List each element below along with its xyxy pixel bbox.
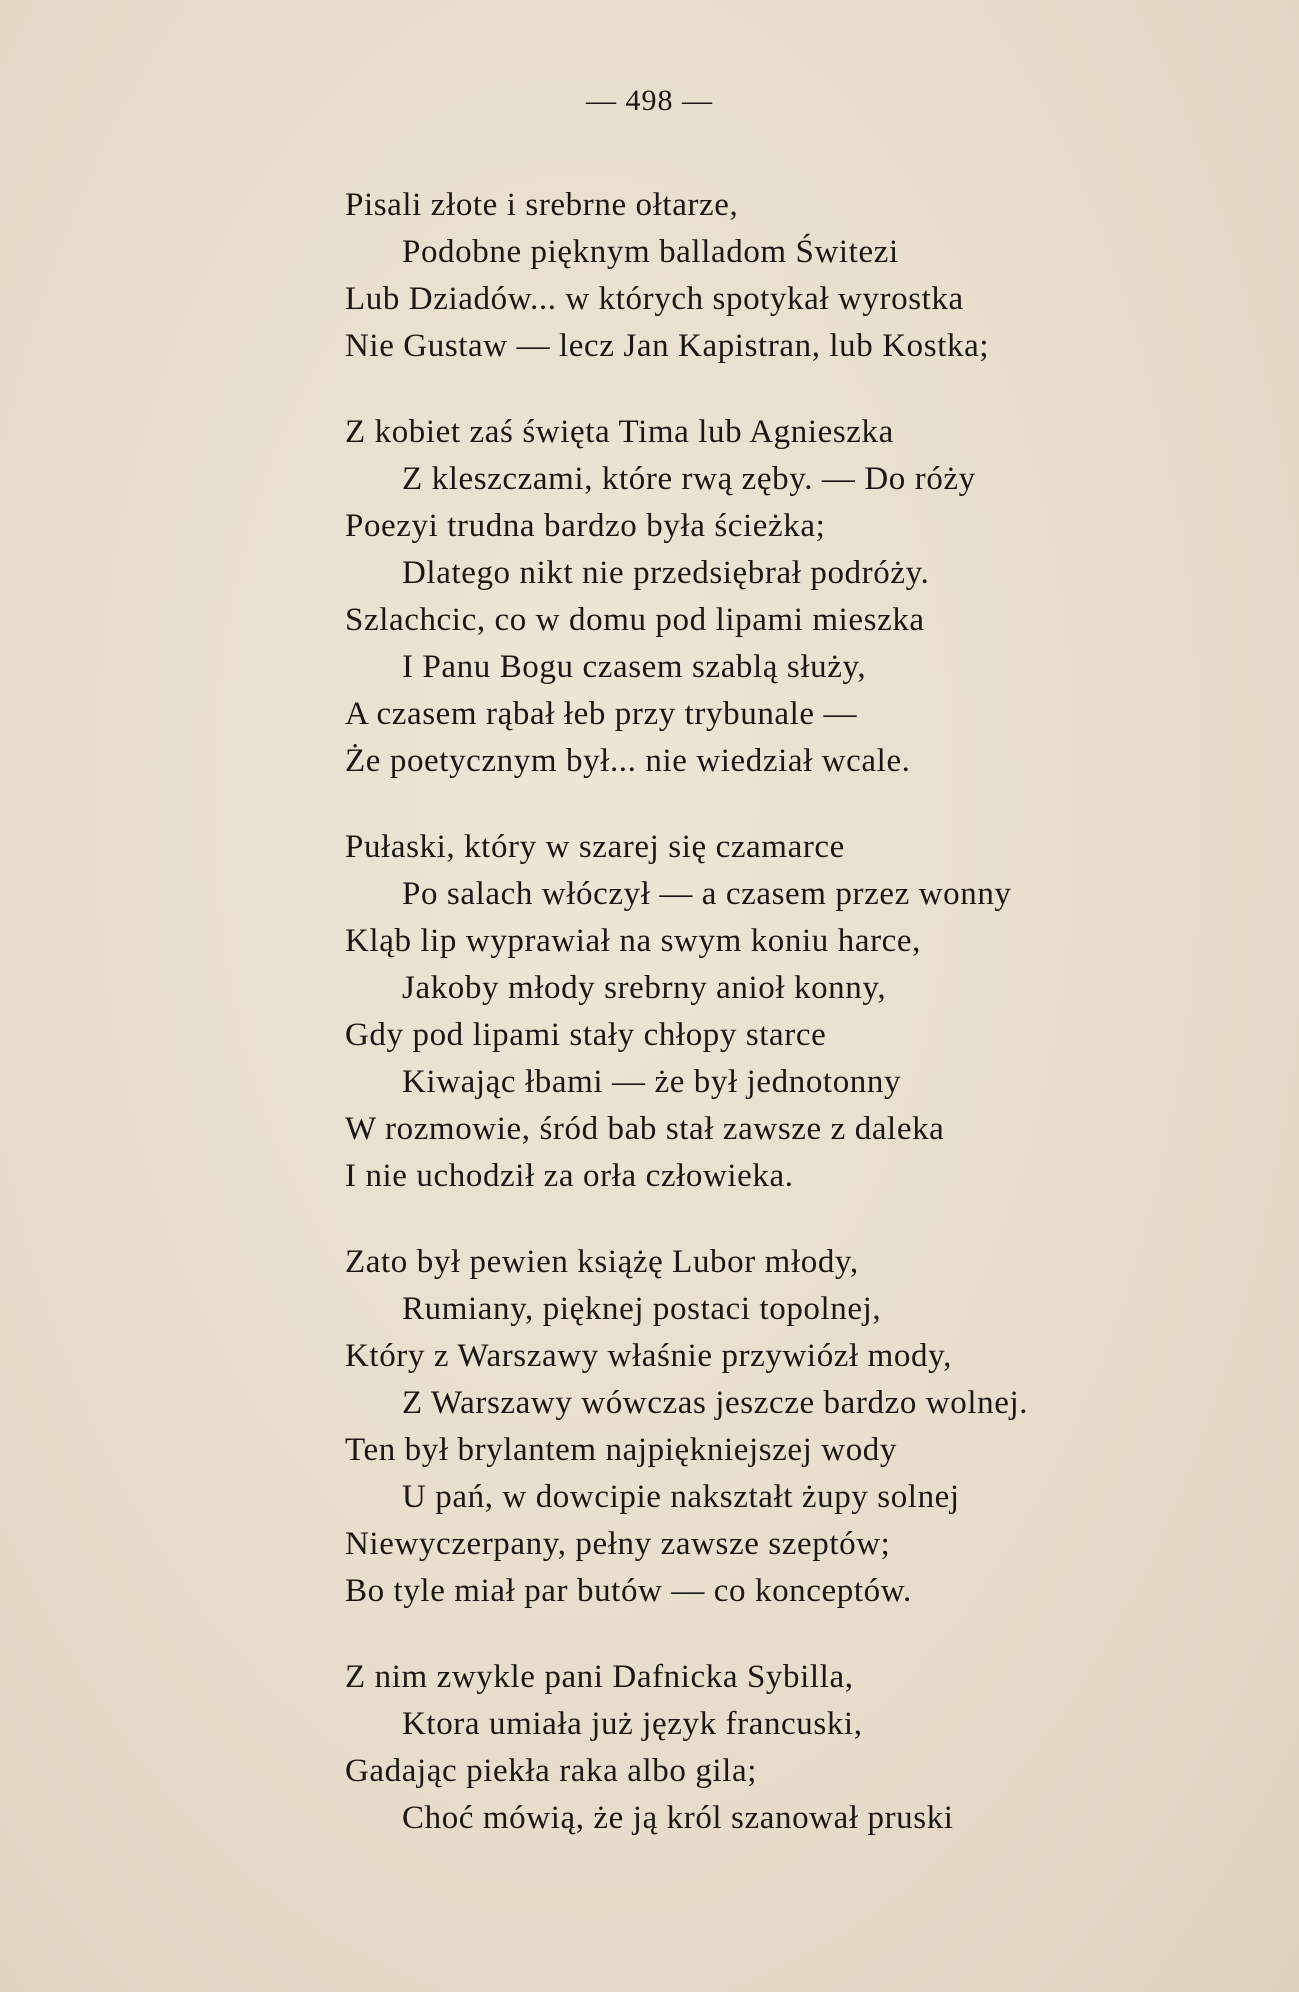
verse-line: Jakoby młody srebrny anioł konny, <box>402 970 887 1006</box>
stanza <box>345 824 1245 1200</box>
verse-line: Gdy pod lipami stały chłopy starce <box>345 1017 827 1053</box>
verse-line: Z kleszczami, które rwą zęby. — Do róży <box>402 461 976 497</box>
verse-line: Lub Dziadów... w których spotykał wyrostka <box>345 281 964 317</box>
verse-line: Rumiany, pięknej postaci topolnej, <box>402 1291 882 1327</box>
verse-line: W rozmowie, śród bab stał zawsze z daleka <box>345 1111 945 1147</box>
verse-line: Że poetycznym był... nie wiedział wcale. <box>345 743 911 779</box>
verse-line: Pułaski, który w szarej się czamarce <box>345 829 845 865</box>
stanza <box>345 1239 1245 1615</box>
verse-line: Poezyi trudna bardzo była ścieżka; <box>345 508 826 544</box>
verse-line: Choć mówią, że ją król szanował pruski <box>402 1800 954 1836</box>
poem <box>345 182 1245 1881</box>
verse-line: Po salach włóczył — a czasem przez wonny <box>402 876 1012 912</box>
verse-line: Który z Warszawy właśnie przywiózł mody, <box>345 1338 952 1374</box>
verse-line: Podobne pięknym balladom Świtezi <box>402 234 899 270</box>
verse-line: Kląb lip wyprawiał na swym koniu harce, <box>345 923 922 959</box>
verse-line: Bo tyle miał par butów — co konceptów. <box>345 1573 912 1609</box>
verse-line: Z nim zwykle pani Dafnicka Sybilla, <box>345 1659 854 1695</box>
verse-line: A czasem rąbał łeb przy trybunale — <box>345 696 858 732</box>
verse-line: Dlatego nikt nie przedsiębrał podróży. <box>402 555 930 591</box>
verse-line: Pisali złote i srebrne ołtarze, <box>345 187 739 223</box>
stanza <box>345 1654 1245 1842</box>
stanza <box>345 409 1245 785</box>
verse-line: Nie Gustaw — lecz Jan Kapistran, lub Kostka; <box>345 328 990 364</box>
page-number: — 498 — <box>586 84 713 117</box>
verse-line: Z kobiet zaś święta Tima lub Agnieszka <box>345 414 894 450</box>
verse-line: Kiwając łbami — że był jednotonny <box>402 1064 902 1100</box>
verse-line: U pań, w dowcipie nakształt żupy solnej <box>402 1479 960 1515</box>
verse-line: Ktora umiała już język francuski, <box>402 1706 863 1742</box>
verse-line: I Panu Bogu czasem szablą służy, <box>402 649 867 685</box>
verse-line: Zato był pewien książę Lubor młody, <box>345 1244 859 1280</box>
verse-line: I nie uchodził za orła człowieka. <box>345 1158 794 1194</box>
verse-line: Szlachcic, co w domu pod lipami mieszka <box>345 602 925 638</box>
verse-line: Niewyczerpany, pełny zawsze szeptów; <box>345 1526 891 1562</box>
verse-line: Z Warszawy wówczas jeszcze bardzo wolnej. <box>402 1385 1029 1421</box>
stanza <box>345 182 1245 370</box>
verse-line: Gadając piekła raka albo gila; <box>345 1753 757 1789</box>
verse-line: Ten był brylantem najpiękniejszej wody <box>345 1432 898 1468</box>
